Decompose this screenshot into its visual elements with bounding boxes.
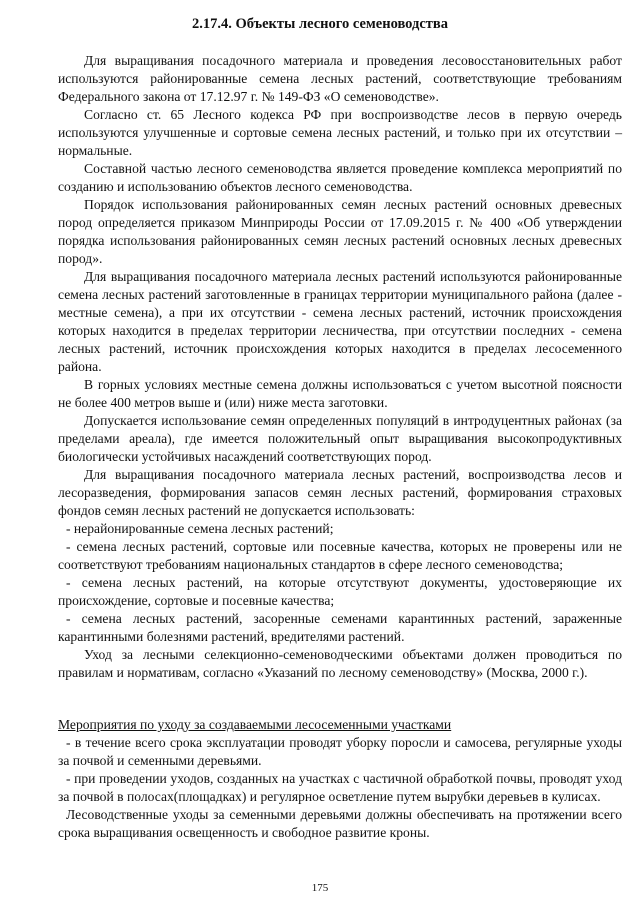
section-care-measures <box>58 716 622 842</box>
paragraph: Согласно ст. 65 Лесного кодекса РФ при воспроизводстве лесов в первую очередь используются улучшенные и сортовые семена лесных растений, и только при их отсутствии – нормальные. <box>58 107 622 158</box>
page-title: 2.17.4. Объекты лесного семеноводства <box>191 16 448 32</box>
closing-paragraph: Уход за лесными селекционно-семеноводческими объектами должен проводиться по правилам и нормативам, согласно «Указаний по лесному семеноводству» (Москва, 2000 г.). <box>58 647 622 680</box>
paragraph: Для выращивания посадочного материала лесных растений используются районированные семена лесных растений заготовленные в границах территории муниципального района (далее - местные семена), а при их отсутствии - семена лесных растений, источник происхождения которых находится в пределах территории лесничества, при отсутствии последних - семена лесных растений, источник происхождения которых находится в пределах лесосеменного района. <box>58 269 622 374</box>
list-item: - семена лесных растений, на которые отсутствуют документы, удостоверяющие их происхождение, сортовые и посевные качества; <box>58 575 622 608</box>
paragraph: В горных условиях местные семена должны использоваться с учетом высотной поясности не более 400 метров выше и (или) ниже места заготовки. <box>58 377 622 410</box>
list-item: - нерайонированные семена лесных растений; <box>66 521 334 536</box>
paragraph: Для выращивания посадочного материала и проведения лесовосстановительных работ используются районированные семена лесных растений, соответствующие требованиям Федерального закона от 17.12.97 г. № 149-ФЗ «О семеноводстве». <box>58 53 622 104</box>
paragraph: Для выращивания посадочного материала лесных растений, воспроизводства лесов и лесоразведения, формирования запасов семян лесных растений, формирования страховых фондов семян лесных растений не допускается использовать: <box>58 467 622 518</box>
paragraph: Составной частью лесного семеноводства является проведение комплекса мероприятий по созданию и использованию объектов лесного семеноводства. <box>58 161 622 194</box>
main-text <box>58 52 622 682</box>
list-item: - при проведении уходов, созданных на участках с частичной обработкой почвы, проводят уход за почвой в полосах(площадках) и регулярное осветление путем вырубки деревьев в кулисах. <box>58 771 622 804</box>
paragraph: Порядок использования районированных семян лесных растений основных древесных пород определяется приказом Минприроды России от 17.09.2015 г. № 400 «Об утверждении порядка использования районированных семян лесных растений основных лесных древесных пород». <box>58 197 622 266</box>
list-item: - семена лесных растений, сортовые или посевные качества, которых не проверены или не соответствуют требованиям национальных стандартов в сфере лесного семеноводства; <box>58 539 622 572</box>
final-paragraph: Лесоводственные уходы за семенными деревьями должны обеспечивать на протяжении всего срока выращивания освещенность и свободное развитие кроны. <box>58 807 622 840</box>
paragraph: Допускается использование семян определенных популяций в интродуцентных районах (за пределами ареала), где имеется положительный опыт выращивания высокопродуктивных биологически устойчивых насаждений соответствующих пород. <box>58 413 622 464</box>
section-heading: Мероприятия по уходу за создаваемыми лесосеменными участками <box>58 717 452 732</box>
list-item: - семена лесных растений, засоренные семенами карантинных растений, зараженные карантинными болезнями растений, вредителями растений. <box>58 611 622 644</box>
page-number: 175 <box>311 882 329 894</box>
list-item: - в течение всего срока эксплуатации проводят уборку поросли и самосева, регулярные уходы за почвой и семенными деревьями. <box>58 735 622 768</box>
